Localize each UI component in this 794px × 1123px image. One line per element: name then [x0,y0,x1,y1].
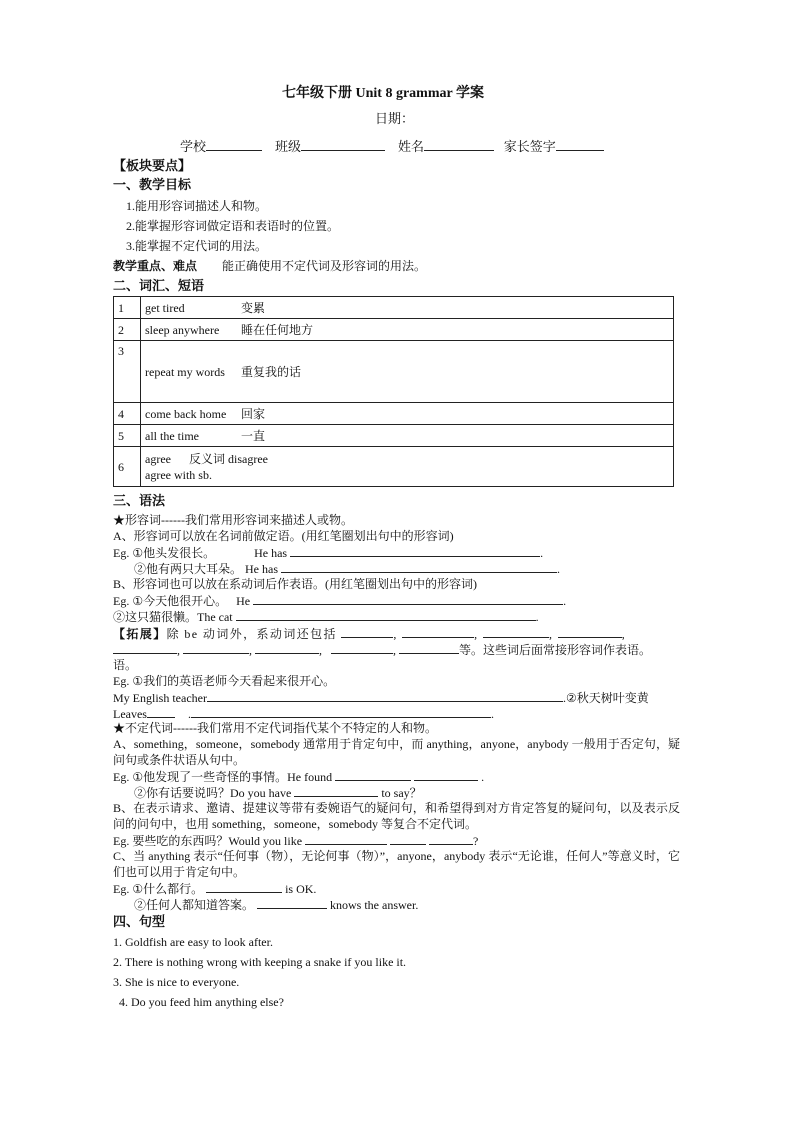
expand-line: , , , , 等。这些词后面常接形容词作表语。 [113,641,651,658]
answer-blank[interactable] [331,641,393,654]
vocab-meaning: 睡在任何地方 [241,322,314,337]
example-en: He has [254,546,288,560]
example-en: My English teacher [113,691,207,705]
table-row [114,319,674,341]
parent-sign-blank[interactable] [556,138,604,151]
table-row [114,425,674,447]
example-cn: ②他有两只大耳朵。 [134,562,243,576]
adj-rule-a: A、形容词可以放在名词前做定语。(用红笔圈划出句中的形容词) [113,529,454,543]
example-cn: Eg. ①他头发很长。 [113,546,216,560]
example-line [113,689,649,706]
page-title: 七年级下册 Unit 8 grammar 学案 [282,86,484,101]
vocab-meaning: 重复我的话 [241,364,302,379]
example-line: Leaves . . [113,707,494,721]
example-line: Eg. ①他发现了一些奇怪的事情。He found . [113,770,485,784]
vocab-cell [141,297,674,319]
key-points-text: 能正确使用不定代词及形容词的用法。 [222,259,427,273]
answer-blank[interactable] [390,832,426,845]
example-cn: .②秋天树叶变黄 [562,691,649,705]
objective-item: 2.能掌握形容词做定语和表语时的位置。 [126,219,340,233]
sentence-item: 2. There is nothing wrong with keeping a snake if you like it. [113,955,407,969]
answer-blank[interactable] [281,560,557,573]
pronoun-rule-c: C、当 anything 表示“任何事（物），无论何事（物）”，anyone，anybody 表示“无论谁，任何人”等意义时，它们也可以用于肯定句中。 [113,849,680,879]
sentence-item: 1. Goldfish are easy to look after. [113,935,273,949]
table-row [114,403,674,425]
pronoun-rule-b: B、在表示请求、邀请、提建议等带有委婉语气的疑问句，和希望得到对方肯定答复的疑问句，以及表示反问的问句中，也用 something，someone，somebody 等复合不定代词。 [113,801,680,831]
example-cn: Eg. ①今天他很开心。 [113,594,228,608]
vocab-cell [141,319,674,341]
example-tail: to say？ [381,786,422,800]
example-line [134,784,422,801]
answer-blank[interactable] [113,641,177,654]
vocab-term: agree [145,451,171,466]
row-number: 1 [114,297,141,319]
parent-sign-label: 家长签字 [503,139,556,154]
example-line: Eg. 要些吃的东西吗？Would you like ? [113,834,479,848]
vocab-cell [141,425,674,447]
example-line: Eg. ①今天他很开心。 He . [113,594,567,608]
answer-blank[interactable] [236,608,536,621]
example-line [134,896,418,913]
info-line [180,138,604,155]
vocab-meaning: 回家 [241,406,266,421]
section1-heading: 一、教学目标 [113,177,192,192]
table-row [114,341,674,403]
example-text: ②你有话要说吗？Do you have [134,786,292,800]
row-number: 5 [114,425,141,447]
module-heading: 【板块要点】 [113,158,192,173]
row-number: 6 [114,447,141,487]
school-label: 学校 [180,139,207,154]
table-row [114,297,674,319]
row-number: 2 [114,319,141,341]
date-label: 日期： [375,111,415,126]
expand-tail: 等。这些词后面常接形容词作表语。 [459,643,652,657]
answer-blank[interactable] [402,625,474,638]
pronoun-intro: ★不定代词------我们常用不定代词指代某个不特定的人和物。 [113,721,437,735]
expand-line: 【拓展】除 be 动词外，系动词还包括 , , , , [113,627,627,641]
answer-blank[interactable] [399,641,459,654]
sentence-item: 3. She is nice to everyone. [113,975,240,989]
answer-blank[interactable] [294,784,378,797]
answer-blank[interactable] [207,689,563,702]
vocab-cell [141,403,674,425]
expand-tail-wrap: 语。 [113,658,138,672]
example-en: He has [245,562,279,576]
answer-blank[interactable] [290,544,540,557]
example-text: ②这只猫很懒。The cat [113,610,233,624]
section4-heading: 四、句型 [113,914,166,929]
answer-blank[interactable] [558,625,622,638]
answer-blank[interactable] [257,896,327,909]
answer-blank[interactable] [305,832,387,845]
answer-blank[interactable] [483,625,549,638]
vocab-cell [141,341,674,403]
example-text: Eg. ①他发现了一些奇怪的事情。He found [113,770,333,784]
example-line: ②这只猫很懒。The cat . [113,610,539,624]
name-blank[interactable] [424,138,494,151]
vocab-term: get tired [145,300,185,315]
answer-blank[interactable] [341,625,393,638]
answer-blank[interactable] [255,641,319,654]
example-line [113,880,316,897]
example-tail: is OK. [285,882,317,896]
name-label: 姓名 [398,139,425,154]
row-number: 4 [114,403,141,425]
key-points-line [113,258,426,274]
class-label: 班级 [275,139,302,154]
example-tail: knows the answer. [330,898,419,912]
example-en: He [236,594,251,608]
answer-blank[interactable] [253,592,563,605]
answer-blank[interactable] [147,705,175,718]
section3-heading: 三、语法 [113,493,166,508]
example-text: Eg. 要些吃的东西吗？Would you like [113,834,303,848]
answer-blank[interactable] [335,768,411,781]
sentence-item: 4. Do you feed him anything else? [119,995,284,1009]
objective-item: 1.能用形容词描述人和物。 [126,199,268,213]
vocab-table [113,296,674,487]
answer-blank[interactable] [183,641,249,654]
vocab-cell [141,447,674,487]
vocab-extra: agree with sb. [145,467,212,482]
answer-blank[interactable] [429,832,473,845]
adj-intro: ★形容词------我们常用形容词来描述人或物。 [113,513,353,527]
adj-rule-b: B、形容词也可以放在系动词后作表语。(用红笔圈划出句中的形容词) [113,577,477,591]
example-cn: Eg. ①什么都行。 [113,882,204,896]
vocab-meaning: 反义词 disagree [189,451,268,466]
vocab-meaning: 一直 [241,428,266,443]
row-number: 3 [114,341,141,403]
expand-text: 除 be 动词外，系动词还包括 [166,627,337,641]
answer-blank[interactable] [414,768,478,781]
example-en: Leaves [113,707,147,721]
table-row [114,447,674,487]
answer-blank[interactable] [191,705,491,718]
example-cn: Eg. ①我们的英语老师今天看起来很开心。 [113,674,336,688]
example-line: ②他有两只大耳朵。 He has . [134,562,561,576]
example-cn: ②任何人都知道答案。 [134,898,255,912]
class-blank[interactable] [301,138,385,151]
vocab-meaning: 变累 [241,300,266,315]
expand-label: 【拓展】 [113,627,167,641]
section2-heading: 二、词汇、短语 [113,278,205,293]
school-blank[interactable] [206,138,262,151]
vocab-term: come back home [145,406,227,421]
vocab-term: all the time [145,428,199,443]
pronoun-rule-a: A、something，someone，somebody 通常用于肯定句中，而 anything，anyone，anybody 一般用于否定句，疑问句或条件状语从句中。 [113,737,680,767]
vocab-term: sleep anywhere [145,322,220,337]
answer-blank[interactable] [206,880,282,893]
vocab-term: repeat my words [145,364,225,379]
example-line: Eg. ①他头发很长。 He has . [113,546,544,560]
objective-item: 3.能掌握不定代词的用法。 [126,239,268,253]
key-points-label: 教学重点、难点 [113,259,198,273]
